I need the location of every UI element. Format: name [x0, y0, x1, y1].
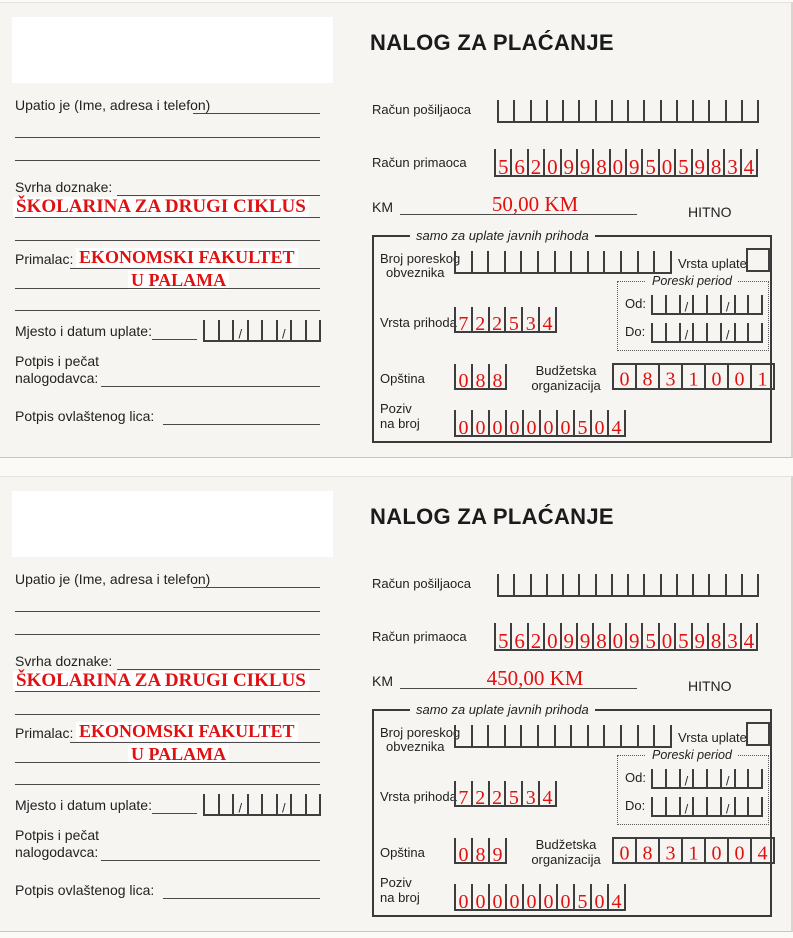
underline [15, 762, 320, 763]
purpose-label: Svrha doznake: [15, 653, 113, 669]
municipality-label: Opština [380, 371, 425, 386]
payment-date-comb: / / [203, 794, 321, 816]
payment-type-label: Vrsta uplate [678, 256, 747, 271]
amount-value: 450,00 KM [486, 666, 584, 690]
taxpayer-number-label-2: obveznika [386, 265, 445, 280]
budget-org-boxes: 0 8 3 1 0 0 4 [612, 837, 775, 864]
recipient-value-line1: EKONOMSKI FAKULTET [76, 248, 298, 267]
purpose-value: ŠKOLARINA ZA DRUGI CIKLUS [13, 197, 309, 217]
tax-period-box [617, 274, 769, 351]
sender-account-label: Račun pošiljaoca [372, 576, 472, 591]
municipality-label: Opština [380, 845, 425, 860]
underline [163, 424, 320, 425]
municipality-comb: 0 8 8 [454, 364, 507, 390]
recipient-account-label: Račun primaoca [372, 629, 467, 644]
currency-label: KM [372, 673, 393, 689]
revenue-type-label: Vrsta prihoda [380, 789, 457, 804]
reference-number-label-2: na broj [380, 416, 420, 431]
period-to-comb: / / [651, 797, 763, 817]
currency-label: KM [372, 199, 393, 215]
signature-stamp-label-2: nalogodavca: [15, 370, 99, 386]
underline [15, 288, 320, 289]
place-date-label: Mjesto i datum uplate: [15, 323, 152, 339]
revenue-type-comb: 7 2 2 5 3 4 [454, 781, 557, 807]
underline [15, 611, 320, 612]
whiteout-patch [12, 17, 333, 83]
recipient-value-line2: U PALAMA [128, 745, 229, 764]
taxpayer-number-label-1: Broj poreskog [380, 725, 461, 740]
form-title: NALOG ZA PLAĆANJE [370, 30, 614, 55]
reference-number-label-1: Poziv [380, 401, 412, 416]
taxpayer-number-comb [454, 725, 672, 748]
underline [15, 160, 320, 161]
signature-stamp-label-1: Potpis i pečat [15, 353, 100, 369]
underline [101, 860, 320, 861]
underline [15, 217, 320, 218]
underline [193, 113, 320, 114]
form-title: NALOG ZA PLAĆANJE [370, 504, 614, 529]
recipient-value-line2: U PALAMA [128, 271, 229, 290]
underline [70, 742, 320, 743]
underline [15, 240, 320, 241]
payment-type-label: Vrsta uplate [678, 730, 747, 745]
period-from-label: Od: [625, 296, 646, 311]
payment-type-box [746, 248, 770, 272]
period-to-comb: / / [651, 323, 763, 343]
underline [15, 714, 320, 715]
signature-stamp-label-2: nalogodavca: [15, 844, 99, 860]
public-revenue-legend: samo za uplate javnih prihoda [410, 702, 595, 717]
underline [152, 339, 197, 340]
recipient-label: Primalac: [15, 251, 74, 267]
underline [163, 898, 320, 899]
period-to-label: Do: [625, 798, 646, 813]
underline [70, 268, 320, 269]
recipient-account-label: Račun primaoca [372, 155, 467, 170]
taxpayer-number-label-2: obveznika [386, 739, 445, 754]
amount-value: 50,00 KM [491, 192, 579, 216]
period-from-comb: / / [651, 295, 763, 315]
public-revenue-legend: samo za uplate javnih prihoda [410, 228, 595, 243]
underline [15, 691, 320, 692]
revenue-type-label: Vrsta prihoda [380, 315, 457, 330]
payer-label: Upatio je (Ime, adresa i telefon) [15, 571, 211, 587]
reference-number-comb: 0 0 0 0 0 0 0 5 0 4 [454, 410, 626, 437]
urgent-label: HITNO [688, 204, 732, 220]
recipient-account-comb: 5 6 2 0 9 9 8 0 9 5 0 5 9 8 3 4 [494, 149, 758, 177]
underline [15, 634, 320, 635]
payment-date-comb: / / [203, 320, 321, 342]
tax-period-box [617, 748, 769, 825]
municipality-comb: 0 8 9 [454, 838, 507, 864]
purpose-value: ŠKOLARINA ZA DRUGI CIKLUS [13, 671, 309, 691]
signature-stamp-label-1: Potpis i pečat [15, 827, 100, 843]
sender-account-comb [497, 100, 759, 123]
urgent-label: HITNO [688, 678, 732, 694]
underline [152, 813, 197, 814]
payment-order-slip-1 [0, 2, 793, 458]
payment-order-slip-2 [0, 476, 793, 932]
budget-org-label-1: Budžetska [535, 837, 597, 852]
authorized-signature-label: Potpis ovlaštenog lica: [15, 408, 155, 424]
authorized-signature-label: Potpis ovlaštenog lica: [15, 882, 155, 898]
place-date-label: Mjesto i datum uplate: [15, 797, 152, 813]
payment-type-box [746, 722, 770, 746]
recipient-value-line1: EKONOMSKI FAKULTET [76, 722, 298, 741]
budget-org-boxes: 0 8 3 1 0 0 1 [612, 363, 775, 390]
reference-number-comb: 0 0 0 0 0 0 0 5 0 4 [454, 884, 626, 911]
public-revenue-box [372, 702, 772, 917]
period-to-label: Do: [625, 324, 646, 339]
period-from-comb: / / [651, 769, 763, 789]
budget-org-label-2: organizacija [531, 378, 601, 393]
taxpayer-number-comb [454, 251, 672, 274]
underline [193, 587, 320, 588]
recipient-account-comb: 5 6 2 0 9 9 8 0 9 5 0 5 9 8 3 4 [494, 623, 758, 651]
public-revenue-box [372, 228, 772, 443]
reference-number-label-1: Poziv [380, 875, 412, 890]
sender-account-comb [497, 574, 759, 597]
whiteout-patch [12, 491, 333, 557]
budget-org-label-1: Budžetska [535, 363, 597, 378]
payer-label: Upatio je (Ime, adresa i telefon) [15, 97, 211, 113]
reference-number-label-2: na broj [380, 890, 420, 905]
period-from-label: Od: [625, 770, 646, 785]
tax-period-legend: Poreski period [646, 274, 738, 288]
taxpayer-number-label-1: Broj poreskog [380, 251, 461, 266]
tax-period-legend: Poreski period [646, 748, 738, 762]
underline [101, 386, 320, 387]
budget-org-label-2: organizacija [531, 852, 601, 867]
underline [15, 137, 320, 138]
underline [15, 310, 320, 311]
revenue-type-comb: 7 2 2 5 3 4 [454, 307, 557, 333]
recipient-label: Primalac: [15, 725, 74, 741]
sender-account-label: Račun pošiljaoca [372, 102, 472, 117]
underline [15, 784, 320, 785]
purpose-label: Svrha doznake: [15, 179, 113, 195]
